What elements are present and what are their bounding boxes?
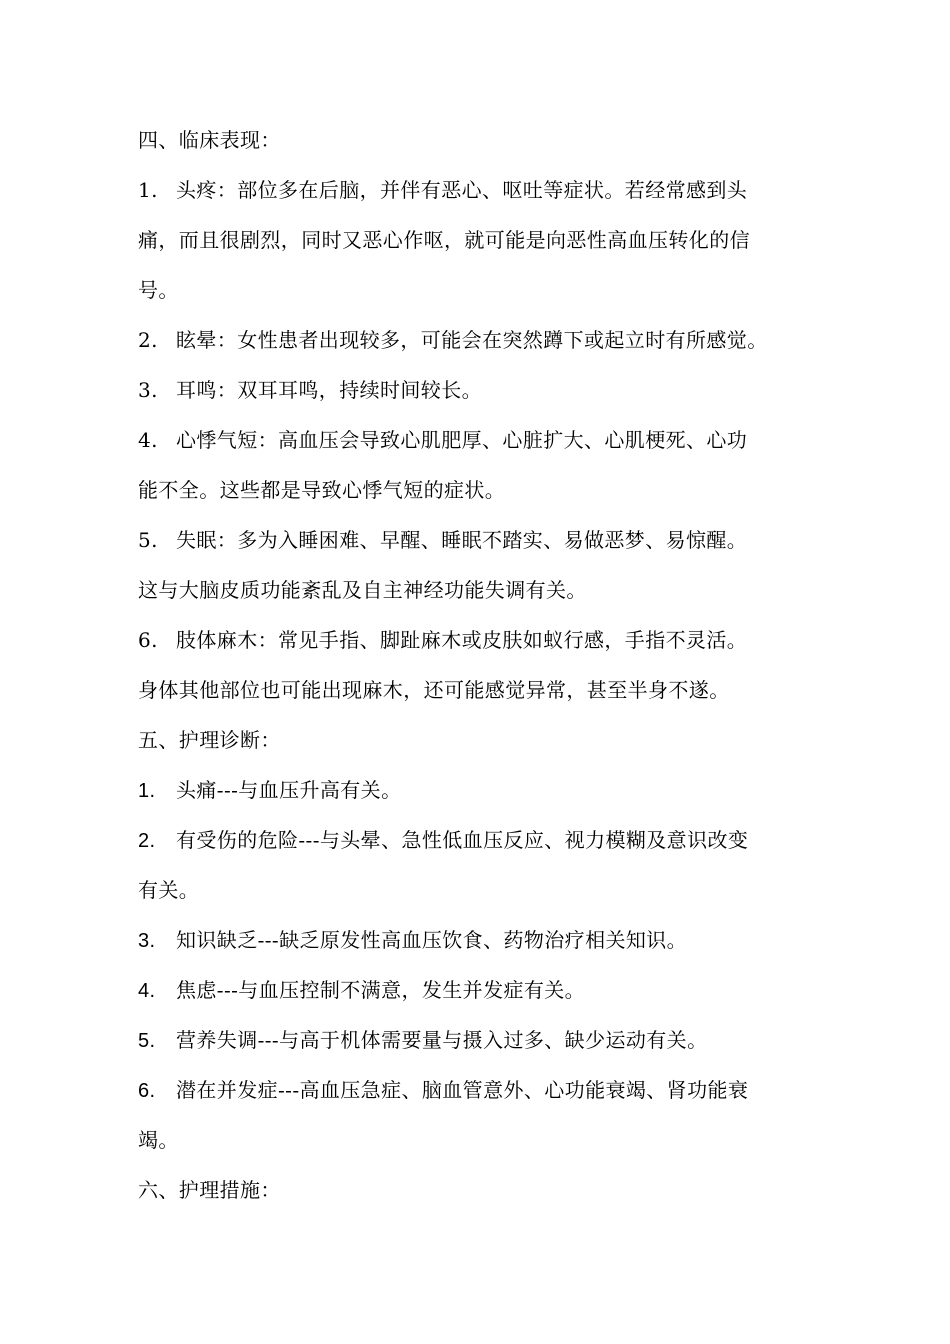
- item-number: 6.: [138, 628, 158, 652]
- item-number: 5.: [138, 528, 158, 552]
- list-item: [138, 315, 828, 365]
- list-item: [138, 615, 828, 665]
- item-continuation: 身体其他部位也可能出现麻木，还可能感觉异常，甚至半身不遂。: [138, 678, 730, 702]
- section-heading-nursing-diagnosis: 五、护理诊断：: [138, 728, 281, 752]
- list-item: [138, 415, 828, 465]
- list-item: [138, 1015, 828, 1065]
- item-continuation: 号。: [138, 278, 179, 302]
- item-text: 焦虑---与血压控制不满意，发生并发症有关。: [176, 978, 586, 1002]
- item-text: 营养失调---与高于机体需要量与摄入过多、缺少运动有关。: [176, 1028, 708, 1052]
- item-number: 1.: [138, 780, 156, 802]
- item-text: 失眠：多为入睡困难、早醒、睡眠不踏实、易做恶梦、易惊醒。: [176, 528, 748, 552]
- item-text: 心悸气短：高血压会导致心肌肥厚、心脏扩大、心肌梗死、心功: [176, 428, 748, 452]
- item-text: 头疼：部位多在后脑，并伴有恶心、呕吐等症状。若经常感到头: [176, 178, 748, 202]
- item-text: 肢体麻木：常见手指、脚趾麻木或皮肤如蚁行感，手指不灵活。: [176, 628, 748, 652]
- list-item: [138, 765, 828, 815]
- document-body: [138, 115, 828, 1215]
- item-number: 3.: [138, 378, 158, 402]
- list-item: [138, 365, 828, 415]
- item-continuation: 这与大脑皮质功能紊乱及自主神经功能失调有关。: [138, 578, 587, 602]
- section-heading-nursing-measures: 六、护理措施：: [138, 1178, 281, 1202]
- item-text: 潜在并发症---高血压急症、脑血管意外、心功能衰竭、肾功能衰: [176, 1078, 749, 1102]
- item-continuation: 能不全。这些都是导致心悸气短的症状。: [138, 478, 506, 502]
- item-number: 4.: [138, 428, 158, 452]
- item-continuation: 有关。: [138, 878, 200, 902]
- list-item: [138, 815, 828, 865]
- item-number: 1.: [138, 178, 158, 202]
- item-number: 4.: [138, 980, 156, 1002]
- item-text: 耳鸣：双耳耳鸣，持续时间较长。: [176, 378, 482, 402]
- list-item: [138, 165, 828, 215]
- item-continuation: 竭。: [138, 1128, 179, 1152]
- list-item: [138, 965, 828, 1015]
- item-text: 头痛---与血压升高有关。: [176, 778, 402, 802]
- item-text: 有受伤的危险---与头晕、急性低血压反应、视力模糊及意识改变: [176, 828, 749, 852]
- item-continuation: 痛，而且很剧烈，同时又恶心作呕，就可能是向恶性高血压转化的信: [138, 228, 750, 252]
- list-item: [138, 915, 828, 965]
- item-number: 2.: [138, 830, 156, 852]
- item-number: 3.: [138, 930, 156, 952]
- item-text: 眩晕：女性患者出现较多，可能会在突然蹲下或起立时有所感觉。: [176, 328, 768, 352]
- item-text: 知识缺乏---缺乏原发性高血压饮食、药物治疗相关知识。: [176, 928, 688, 952]
- list-item: [138, 515, 828, 565]
- list-item: [138, 1065, 828, 1115]
- item-number: 6.: [138, 1080, 156, 1102]
- item-number: 5.: [138, 1030, 156, 1052]
- section-heading-clinical-manifestations: 四、临床表现：: [138, 128, 281, 152]
- item-number: 2.: [138, 328, 158, 352]
